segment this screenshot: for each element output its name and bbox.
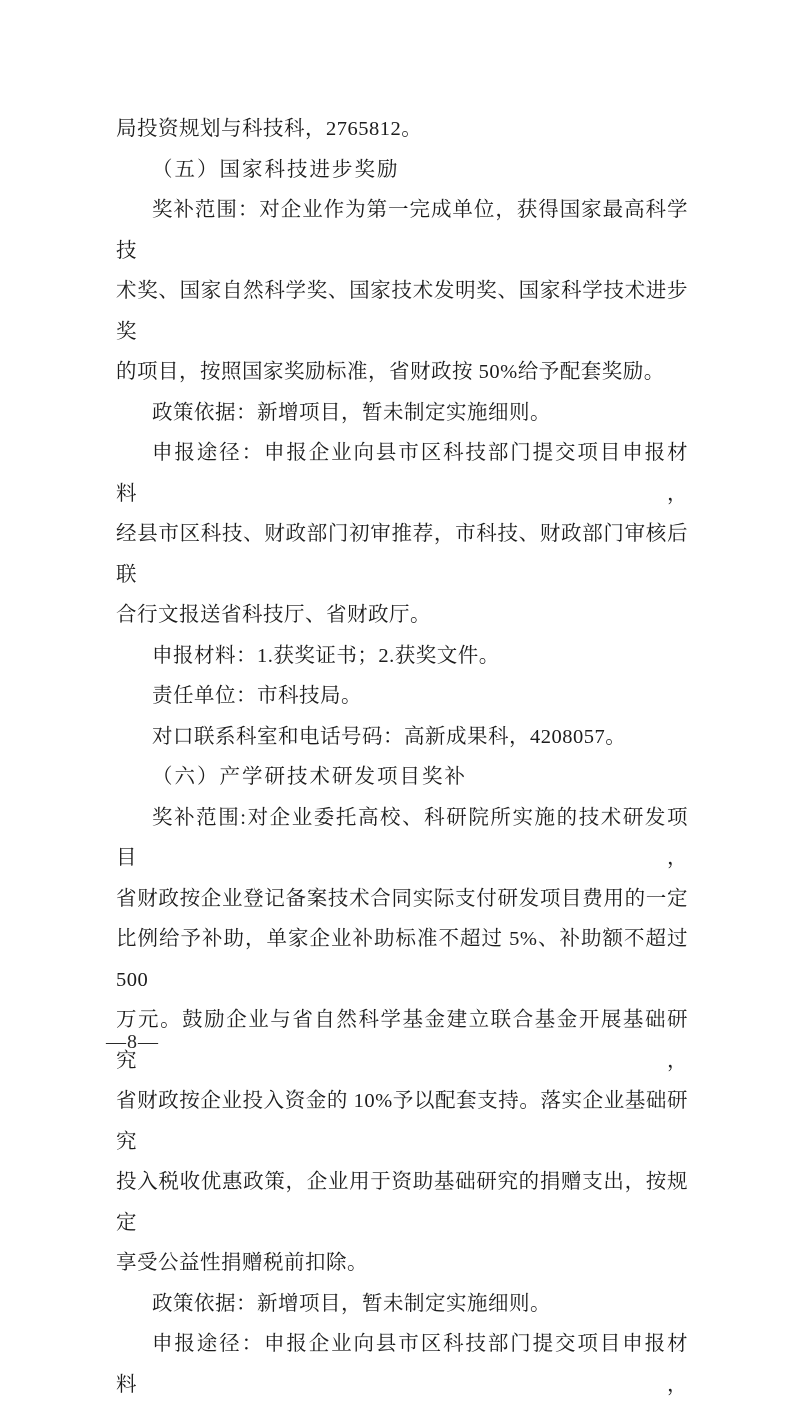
body-line: 局投资规划与科技科，2765812。: [116, 118, 423, 140]
section-heading-5: （五）国家科技进步奖励: [152, 158, 400, 181]
body-line: 申报途径：申报企业向县市区科技部门提交项目申报材料，: [116, 442, 688, 505]
body-line: 合行文报送省科技厅、省财政厅。: [116, 604, 431, 626]
body-line: 申报途径：申报企业向县市区科技部门提交项目申报材料，: [116, 1333, 688, 1396]
body-line: 万元。鼓励企业与省自然科学基金建立联合基金开展基础研究，: [116, 1009, 688, 1072]
body-line: 奖补范围:对企业委托高校、科研院所实施的技术研发项目，: [116, 806, 688, 869]
body-line: 经县市区科技、财政部门初审推荐，市科技、财政部门审核后联: [116, 523, 688, 586]
body-line: 政策依据：新增项目，暂未制定实施细则。: [152, 401, 551, 424]
body-line: 责任单位：市科技局。: [152, 685, 362, 707]
page-number: —8—: [106, 1031, 159, 1053]
body-line: 术奖、国家自然科学奖、国家技术发明奖、国家科学技术进步奖: [116, 280, 688, 343]
document-text-block: [116, 109, 688, 1405]
body-line: 对口联系科室和电话号码：高新成果科，4208057。: [152, 725, 627, 748]
body-line: 政策依据：新增项目，暂未制定实施细则。: [152, 1292, 551, 1315]
body-line: 的项目，按照国家奖励标准，省财政按 50%给予配套奖励。: [116, 361, 665, 383]
body-line: 比例给予补助，单家企业补助标准不超过 5%、补助额不超过 500: [116, 928, 688, 991]
body-line: 投入税收优惠政策，企业用于资助基础研究的捐赠支出，按规定: [116, 1171, 688, 1234]
body-line: 奖补范围：对企业作为第一完成单位，获得国家最高科学技: [116, 199, 688, 262]
body-line: 省财政按企业登记备案技术合同实际支付研发项目费用的一定: [116, 887, 688, 910]
body-line: 省财政按企业投入资金的 10%予以配套支持。落实企业基础研究: [116, 1090, 688, 1153]
body-line: 享受公益性捐赠税前扣除。: [116, 1252, 368, 1274]
section-heading-6: （六）产学研技术研发项目奖补: [152, 766, 467, 788]
body-line: 申报材料：1.获奖证书；2.获奖文件。: [152, 644, 500, 667]
